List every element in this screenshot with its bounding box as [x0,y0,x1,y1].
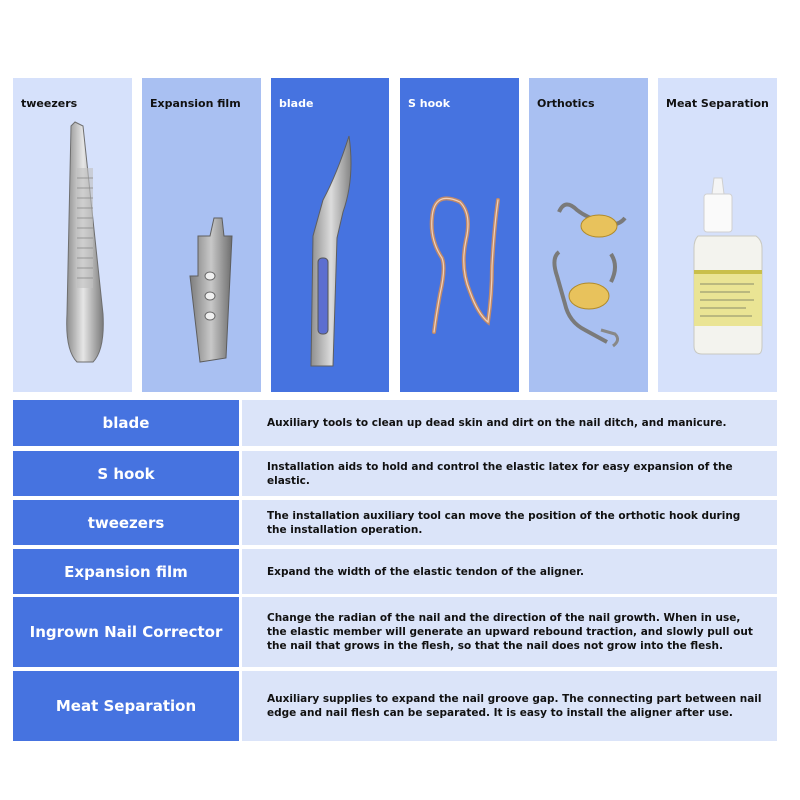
row-expansion-film [13,549,777,594]
panel-label: Orthotics [537,97,595,110]
orthotics-icon [529,118,648,392]
row-tweezers [13,500,777,545]
row-name: Ingrown Nail Corrector [13,597,239,667]
expansion-film-icon [142,118,261,392]
blade-icon [271,118,389,392]
row-description: The installation auxiliary tool can move the position of the orthotic hook during the installation operation. [242,500,777,545]
panel-label: S hook [408,97,451,110]
row-name: tweezers [13,500,239,545]
panel-label: Expansion film [150,97,241,110]
row-blade [13,400,777,446]
row-ingrown-nail-corrector [13,597,777,667]
row-description: Installation aids to hold and control the elastic latex for easy expansion of the elastic. [242,451,777,496]
s-hook-icon [400,118,519,392]
row-name: blade [13,400,239,446]
row-name: Meat Separation [13,671,239,741]
row-name: S hook [13,451,239,496]
panel-label: Meat Separation [666,97,769,110]
panel-blade [271,78,389,392]
bottle-icon [658,118,777,392]
row-description: Auxiliary tools to clean up dead skin and dirt on the nail ditch, and manicure. [242,400,777,446]
panel-tweezers [13,78,132,392]
row-meat-separation [13,671,777,741]
panel-orthotics [529,78,648,392]
row-s-hook [13,451,777,496]
panel-label: blade [279,97,314,110]
row-description: Expand the width of the elastic tendon of the aligner. [242,549,777,594]
panel-expansion-film [142,78,261,392]
panel-s-hook [400,78,519,392]
row-description: Auxiliary supplies to expand the nail groove gap. The connecting part between nail edge and nail flesh can be separated. It is easy to install the aligner after use. [242,671,777,741]
panel-meat-separation [658,78,777,392]
row-name: Expansion film [13,549,239,594]
tweezers-icon [13,118,132,392]
row-description: Change the radian of the nail and the direction of the nail growth. When in use, the elastic member will generate an upward rebound traction, and slowly pull out the nail that grows in the flesh, so that the nail does not grow into the flesh. [242,597,777,667]
panel-label: tweezers [21,97,78,110]
